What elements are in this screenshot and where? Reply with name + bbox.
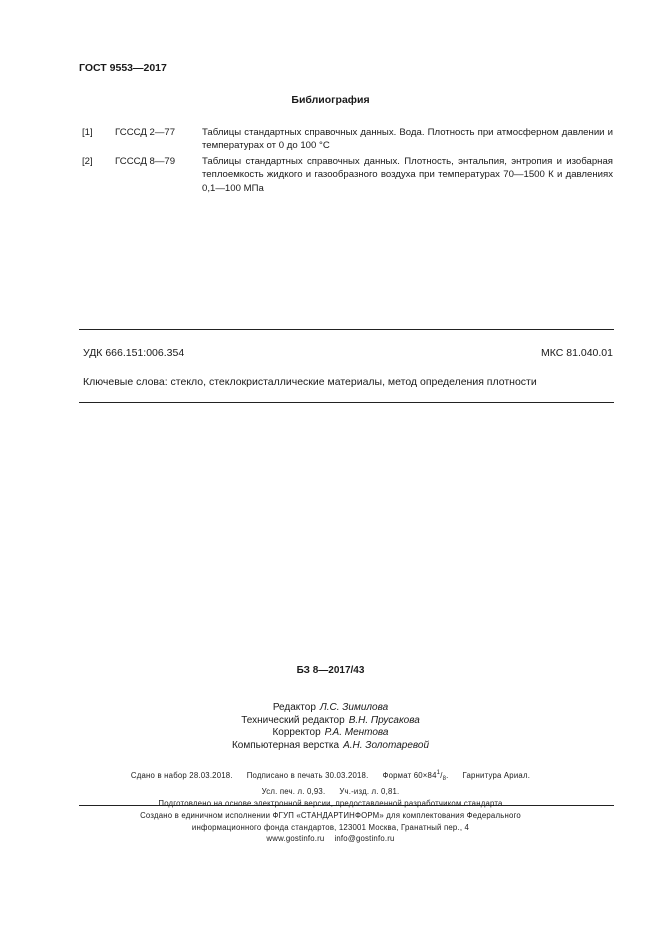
staff-row [0,702,661,715]
staff-name: А.Н. Золотаревой [343,740,430,752]
entry-number: [1] [82,127,93,138]
typeset-date: Сдано в набор 28.03.2018. [130,771,233,780]
udk-code: УДК 666.151:006.354 [83,347,185,359]
bibliography-entry [82,155,613,195]
staff-role: Корректор [272,727,321,739]
publishing-sheets: Уч.-изд. л. 0,81. [339,786,400,796]
divider [79,805,614,806]
signed-date: Подписано в печать 30.03.2018. [246,771,369,780]
mks-code: МКС 81.040.01 [541,347,613,359]
bibliography-entry [82,126,613,153]
keywords: Ключевые слова: стекло, стеклокристаллические материалы, метод определения плотности [83,376,537,388]
staff-role: Технический редактор [241,714,345,726]
entry-number: [2] [82,156,93,167]
email-link[interactable]: info@gostinfo.ru [334,834,395,844]
typeface: Гарнитура Ариал. [462,771,531,780]
publisher-line: Создано в единичном исполнении ФГУП «СТАНДАРТИНФОРМ» для комплектования Федерального [140,811,521,820]
staff-role: Редактор [272,702,316,713]
paper-format: Формат $60\times 84^1/_8$. [382,770,449,782]
print-sheets: Усл. печ. л. 0,93. [261,786,326,796]
standard-number: ГОСТ 9553—2017 [79,62,167,74]
divider [79,329,614,330]
staff-role: Компьютерная верстка [231,740,340,752]
editorial-staff [0,702,661,753]
divider [79,402,614,403]
staff-name: Л.С. Зимилова [319,702,389,713]
entry-code: ГСССД 2—77 [115,127,176,138]
print-details-row [0,786,661,799]
entry-text: Таблицы стандартных справочных данных. Плотность, энтальпия, энтропия и изобарная теплоемкость жидкого и газообразного воздуха при температурах 70—1500 К и давлениях 0,1—100 МПа [202,156,613,194]
staff-row [0,715,661,728]
entry-code: ГСССД 8—79 [115,156,176,167]
staff-row [0,740,661,753]
prepared-note: Подготовлено на основе электронной версии, предоставленной разработчиком стандарта [158,799,503,809]
bibliography-title: Библиография [291,94,370,106]
website-link[interactable]: www.gostinfo.ru [266,834,325,844]
staff-row [0,727,661,740]
publisher-line: информационного фонда стандартов, 123001 Москва, Гранатный пер., 4 [191,822,470,832]
contacts [0,833,661,845]
print-details-row [0,767,661,786]
bz-number: БЗ 8—2017/43 [296,665,365,676]
staff-name: В.Н. Прусакова [348,714,420,726]
entry-text: Таблицы стандартных справочных данных. Вода. Плотность при атмосферном давлении и температурах от 0 до 100 °С [202,127,613,152]
publisher-info [0,810,661,845]
staff-name: Р.А. Ментова [324,727,389,739]
